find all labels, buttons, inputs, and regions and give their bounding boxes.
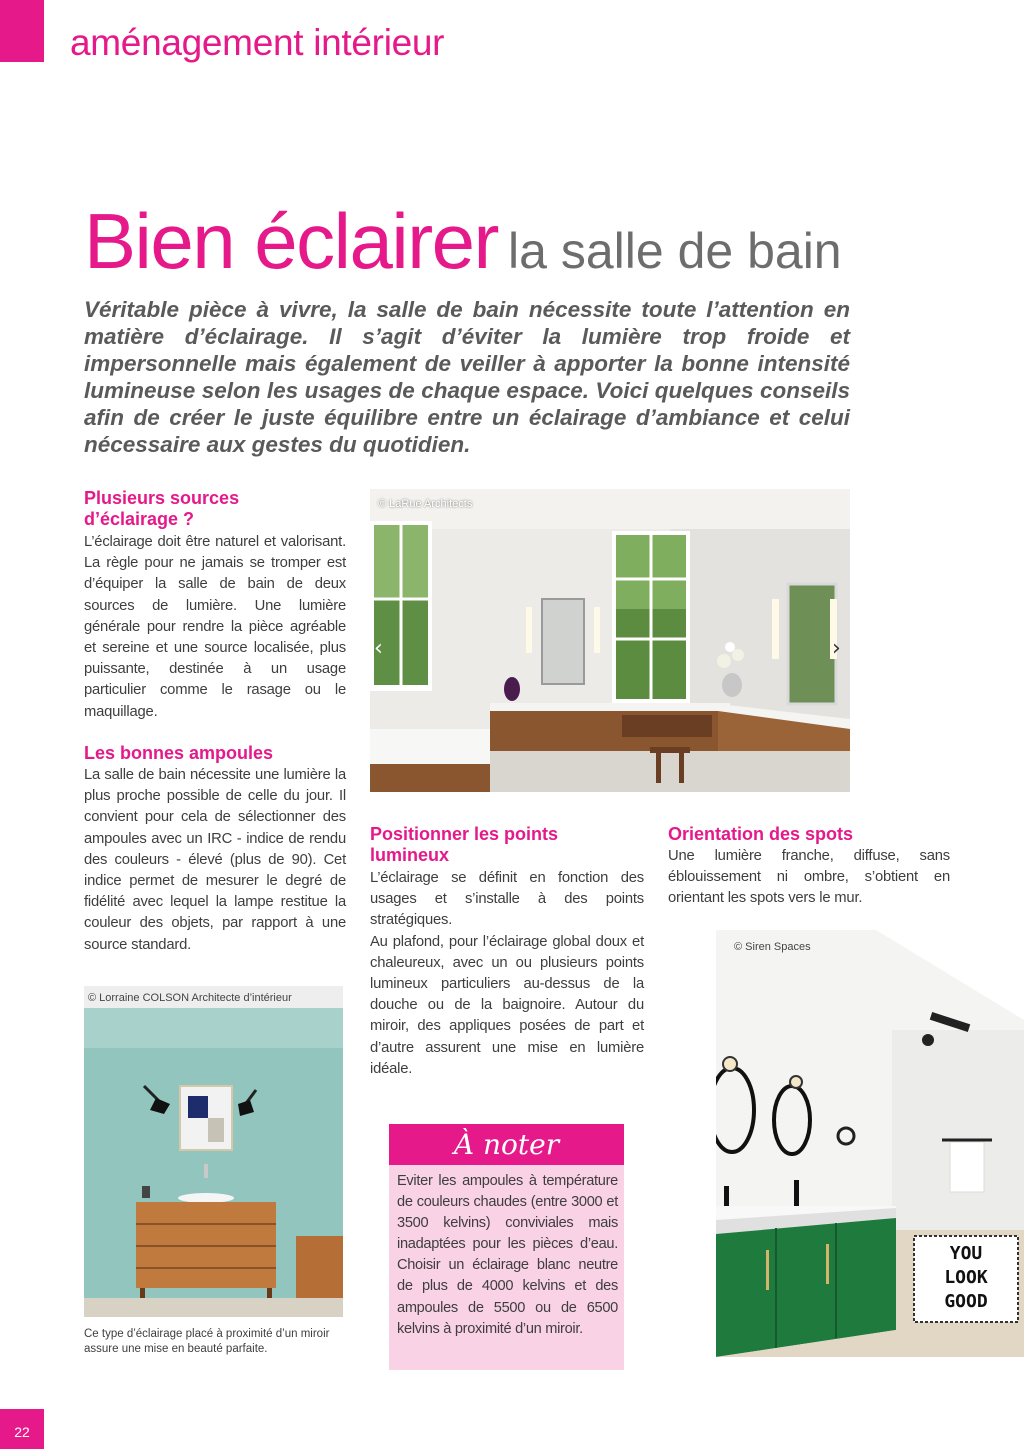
article-headline (84, 196, 842, 287)
photo-caption: Ce type d’éclairage placé à proximité d’un miroir assure une mise en beauté parfaite. (84, 1328, 330, 1355)
section-ampoules (84, 743, 346, 956)
note-title: À noter (453, 1128, 560, 1161)
lead-paragraph: Véritable pièce à vivre, la salle de bain nécessite toute l’attention en matière d’éclairage. Il s’agit d’éviter la lumière trop froide et impersonnelle mais également de veiller à apporter la bonne intensité lumineuse selon les usages de chaque espace. Voici quelques conseils afin de créer le juste équilibre entre un éclairage d’ambiance et celui nécessaire aux gestes du quotidien. (84, 297, 850, 457)
heading-sources: Plusieurs sources d’éclairage ? (84, 488, 240, 529)
heading-ampoules: Les bonnes ampoules (84, 743, 274, 763)
text-points-1: L’éclairage se définit en fonction des usages et s’installe à des points stratégiques. (370, 870, 644, 929)
section-color-tab (0, 0, 44, 62)
heading-spots: Orientation des spots (668, 824, 854, 844)
floor-tile-lettering: YOU LOOK GOOD (944, 1243, 988, 1312)
section-points (370, 824, 644, 1080)
page-number: 22 (14, 1424, 30, 1440)
photo-credit-teal: © Lorraine COLSON Architecte d’intérieur (88, 992, 292, 1004)
svg-text:‹: ‹ (374, 636, 383, 661)
section-spots (668, 824, 950, 910)
photo-main-bathroom (370, 489, 850, 792)
text-sources: L’éclairage doit être naturel et valorisant. La règle pour ne jamais se tromper est d’équiper la salle de bain de deux sources de lumière. Une lumière générale pour rendre la pièce agréable et sereine et une source localisée, plus puissante, destinée à un usage particulier comme le rasage ou le maquillage. (84, 534, 346, 720)
heading-points: Positionner les points lumineux (370, 824, 559, 865)
text-points-2: Au plafond, pour l’éclairage global doux et chaleureux, avec un ou plusieurs points lumineux particuliers au-dessus de la douche ou de la baignoire. Autour du miroir, des appliques posées de part et d’autre assurent une mise en lumière idéale. (370, 933, 644, 1077)
text-spots: Une lumière franche, diffuse, sans éblouissement ni ombre, s’obtient en orientant les spots vers le mur. (668, 848, 950, 907)
section-sources (84, 488, 346, 723)
note-text: Eviter les ampoules à température de couleurs chaudes (entre 3000 et 3500 kelvins) conviviales mais inadaptées pour les pièces d’eau. Choisir un éclairage blanc neutre de plus de 4000 kelvins et des ampoules de 5500 ou de 6500 kelvins à proximité d’un miroir. (397, 1173, 618, 1337)
section-title: aménagement intérieur (70, 22, 445, 63)
svg-text:›: › (832, 636, 841, 661)
teal-bathroom-illustration (84, 986, 343, 1317)
headline-main: Bien éclairer (84, 197, 499, 285)
photo-green-bathroom (716, 930, 1024, 1357)
text-ampoules: La salle de bain nécessite une lumière la plus proche possible de celle du jour. Il convient pour cela de sélectionner des ampoules avec un IRC - indice de rendu des couleurs - élevé (plus de 90). Cet indice permet de mesurer le degré de fidélité avec lequel la lampe restitue la couleur des objets, par rapport à une source standard. (84, 767, 346, 953)
photo-credit-main: © LaRue Architects (378, 498, 473, 510)
headline-secondary: la salle de bain (508, 223, 842, 279)
bathroom-illustration (370, 489, 850, 792)
photo-credit-green: © Siren Spaces (734, 941, 811, 953)
photo-teal-bathroom (84, 986, 343, 1317)
